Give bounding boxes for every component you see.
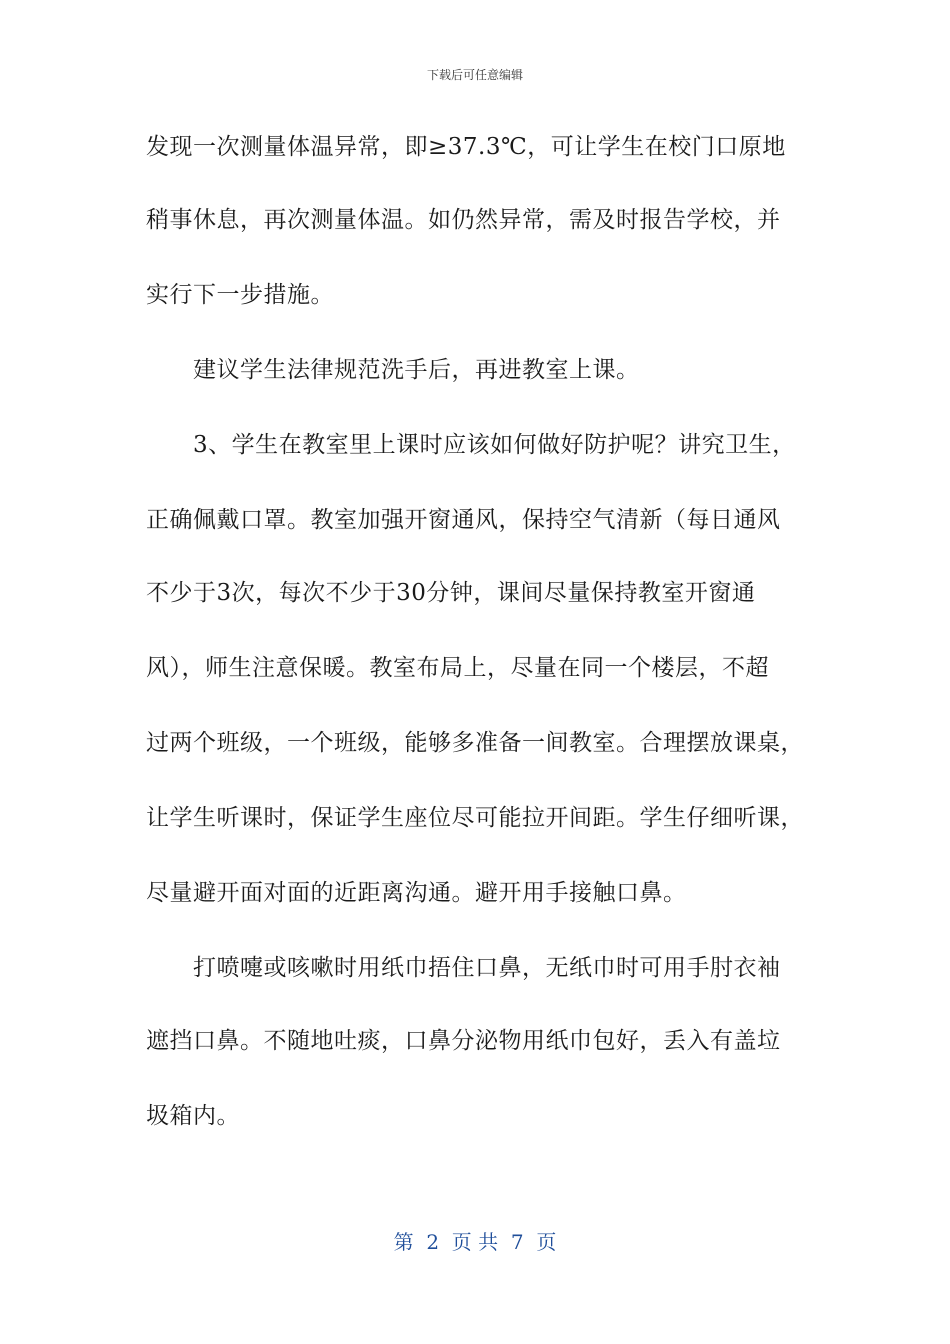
text-line-2: 稍事休息，再次测量体温。如仍然异常，需及时报告学校，并: [146, 207, 781, 233]
text-line-1: 发现一次测量体温异常，即≥37.3℃，可让学生在校门口原地: [146, 134, 786, 160]
text-line-7: 不少于3次，每次不少于30分钟，课间尽量保持教室开窗通: [146, 580, 756, 606]
text-line-14: 圾箱内。: [146, 1103, 240, 1129]
text-line-6: 正确佩戴口罩。教室加强开窗通风，保持空气清新（每日通风: [146, 507, 781, 533]
text-line-4: 建议学生法律规范洗手后，再进教室上课。: [193, 357, 640, 383]
text-line-12: 打喷嚏或咳嗽时用纸巾捂住口鼻，无纸巾时可用手肘衣袖: [193, 955, 781, 981]
text-line-10: 让学生听课时，保证学生座位尽可能拉开间距。学生仔细听课，: [146, 805, 804, 831]
header-note: 下载后可任意编辑: [426, 68, 523, 82]
text-line-11: 尽量避开面对面的近距离沟通。避开用手接触口鼻。: [146, 880, 687, 906]
text-line-8: 风），师生注意保暖。教室布局上，尽量在同一个楼层，不超: [146, 655, 769, 681]
text-line-5: 3、学生在教室里上课时应该如何做好防护呢？讲究卫生，: [193, 432, 796, 458]
text-line-13: 遮挡口鼻。不随地吐痰，口鼻分泌物用纸巾包好，丢入有盖垃: [146, 1028, 781, 1054]
text-line-9: 过两个班级，一个班级，能够多准备一间教室。合理摆放课桌，: [146, 730, 804, 756]
page-number: 第 2 页 共 7 页: [393, 1230, 557, 1254]
text-line-3: 实行下一步措施。: [146, 282, 334, 308]
